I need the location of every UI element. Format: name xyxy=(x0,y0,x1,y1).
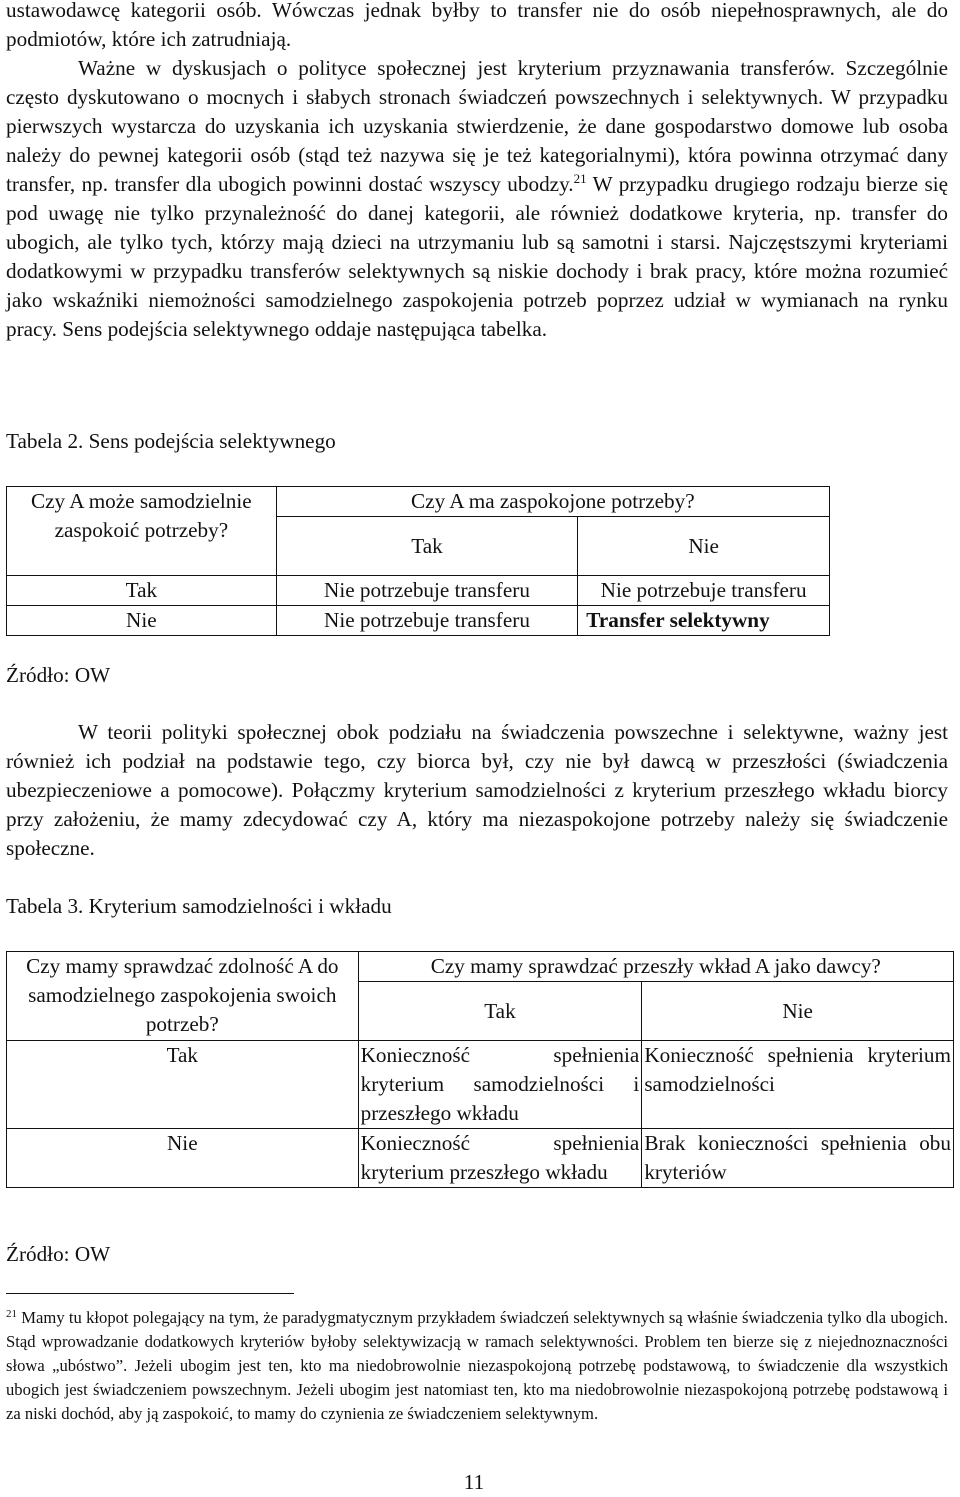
footnote-21 xyxy=(6,1306,948,1426)
table-3-cell: Konieczność spełnienia kryterium samodzielności xyxy=(642,1041,954,1129)
table-3-row xyxy=(7,1129,954,1188)
footnote-reference-21: 21 xyxy=(573,171,587,186)
footnote-number: 21 xyxy=(6,1308,17,1320)
table-2-column-tak: Tak xyxy=(276,517,578,576)
table-2-row-label: Nie xyxy=(7,606,277,636)
table-2-corner-header: Czy A może samodzielnie zaspokoić potrzeby? xyxy=(7,487,277,576)
table-3 xyxy=(6,951,954,1188)
table-3-cell: Konieczność spełnienia kryterium samodzielności i przeszłego wkładu xyxy=(358,1041,642,1129)
table-3-caption: Tabela 3. Kryterium samodzielności i wkładu xyxy=(6,894,392,918)
table-3-top-header: Czy mamy sprawdzać przeszły wkład A jako dawcy? xyxy=(358,952,953,982)
table-2-cell-highlight: Transfer selektywny xyxy=(578,606,830,636)
table-2-row-label: Tak xyxy=(7,576,277,606)
table-2-cell: Nie potrzebuje transferu xyxy=(578,576,830,606)
table-3-column-nie: Nie xyxy=(642,982,954,1041)
table-2 xyxy=(6,486,830,636)
table-3-header-row xyxy=(7,952,954,982)
table-2-cell: Nie potrzebuje transferu xyxy=(276,606,578,636)
paragraph-transfer-criteria xyxy=(6,54,948,344)
paragraph-intro-text: ustawodawcę kategorii osób. Wówczas jednak byłby to transfer nie do osób niepełnosprawnych, ale do podmiotów, które ich zatrudniają. xyxy=(6,0,948,51)
footnote-text: Mamy tu kłopot polegający na tym, że paradygmatycznym przykładem świadczeń selektywnych są właśnie świadczenia tylko dla ubogich. Stąd wprowadzanie dodatkowych kryteriów byłoby selektywizacją w ramach selektywności. Problem ten bierze się z niejednoznaczności słowa „ubóstwo”. Jeżeli ubogim jest ten, kto ma niedobrowolnie niezaspokojoną potrzebę podstawową, to świadczenie dla wszystkich ubogich jest świadczeniem powszechnym. Jeżeli ubogim jest natomiast ten, kto ma niedobrowolnie niezaspokojoną potrzebę podstawową i za niski dochód, aby ją zaspokoić, to mamy do czynienia ze świadczeniem selektywnym. xyxy=(6,1308,948,1423)
table-3-row xyxy=(7,1041,954,1129)
table-2-source: Źródło: OW xyxy=(6,663,111,687)
paragraph-social-policy: W teorii polityki społecznej obok podziału na świadczenia powszechne i selektywne, ważny jest również ich podział na podstawie tego, czy biorca był, czy nie był dawcą w przeszłości (świadczenia ubezpieczeniowe a pomocowe). Połączmy kryterium samodzielności z kryterium przeszłego wkładu biorcy przy założeniu, że mamy zdecydować czy A, który ma niezaspokojone potrzeby należy się świadczenie społeczne. xyxy=(6,720,948,860)
paragraph-intro xyxy=(6,0,948,54)
table-2-row xyxy=(7,606,830,636)
table-3-column-tak: Tak xyxy=(358,982,642,1041)
table-2-caption: Tabela 2. Sens podejścia selektywnego xyxy=(6,429,336,453)
table-3-corner-header: Czy mamy sprawdzać zdolność A do samodzielnego zaspokojenia swoich potrzeb? xyxy=(7,952,359,1041)
table-3-row-label: Nie xyxy=(7,1129,359,1188)
table-2-column-nie: Nie xyxy=(578,517,830,576)
table-2-top-header: Czy A ma zaspokojone potrzeby? xyxy=(276,487,829,517)
footnote-separator xyxy=(6,1293,294,1294)
table-3-cell: Brak konieczności spełnienia obu kryteriów xyxy=(642,1129,954,1188)
table-3-source: Źródło: OW xyxy=(6,1242,111,1266)
table-2-cell: Nie potrzebuje transferu xyxy=(276,576,578,606)
table-2-row xyxy=(7,576,830,606)
paragraph-transfer-criteria-text-b: W przypadku drugiego rodzaju bierze się pod uwagę nie tylko przynależność do danej kategorii, ale również dodatkowe kryteria, np. transfer do ubogich, ale tylko tych, którzy mają dzieci na utrzymaniu lub są samotni i starsi. Najczęstszymi kryteriami dodatkowymi w przypadku transferów selektywnych są niskie dochody i brak pracy, które można rozumieć jako wskaźniki niemożności samodzielnego zaspokojenia potrzeb poprzez udział w wymianach na rynku pracy. Sens podejścia selektywnego oddaje następująca tabelka. xyxy=(6,172,948,341)
table-2-header-row xyxy=(7,487,830,517)
page-number: 11 xyxy=(463,1470,485,1494)
paragraph-transfer-criteria-text-a: Ważne w dyskusjach o polityce społecznej jest kryterium przyznawania transferów. Szczególnie często dyskutowano o mocnych i słabych stronach świadczeń powszechnych i selektywnych. W przypadku pierwszych wystarcza do uzyskania ich uzyskania stwierdzenie, że dane gospodarstwo domowe lub osoba należy do pewnej kategorii osób (stąd też nazywa się je też kategorialnymi), która powinna otrzymać dany transfer, np. transfer dla ubogich powinni dostać wszyscy ubodzy. xyxy=(6,56,948,196)
table-3-row-label: Tak xyxy=(7,1041,359,1129)
table-3-cell: Konieczność spełnienia kryterium przeszłego wkładu xyxy=(358,1129,642,1188)
